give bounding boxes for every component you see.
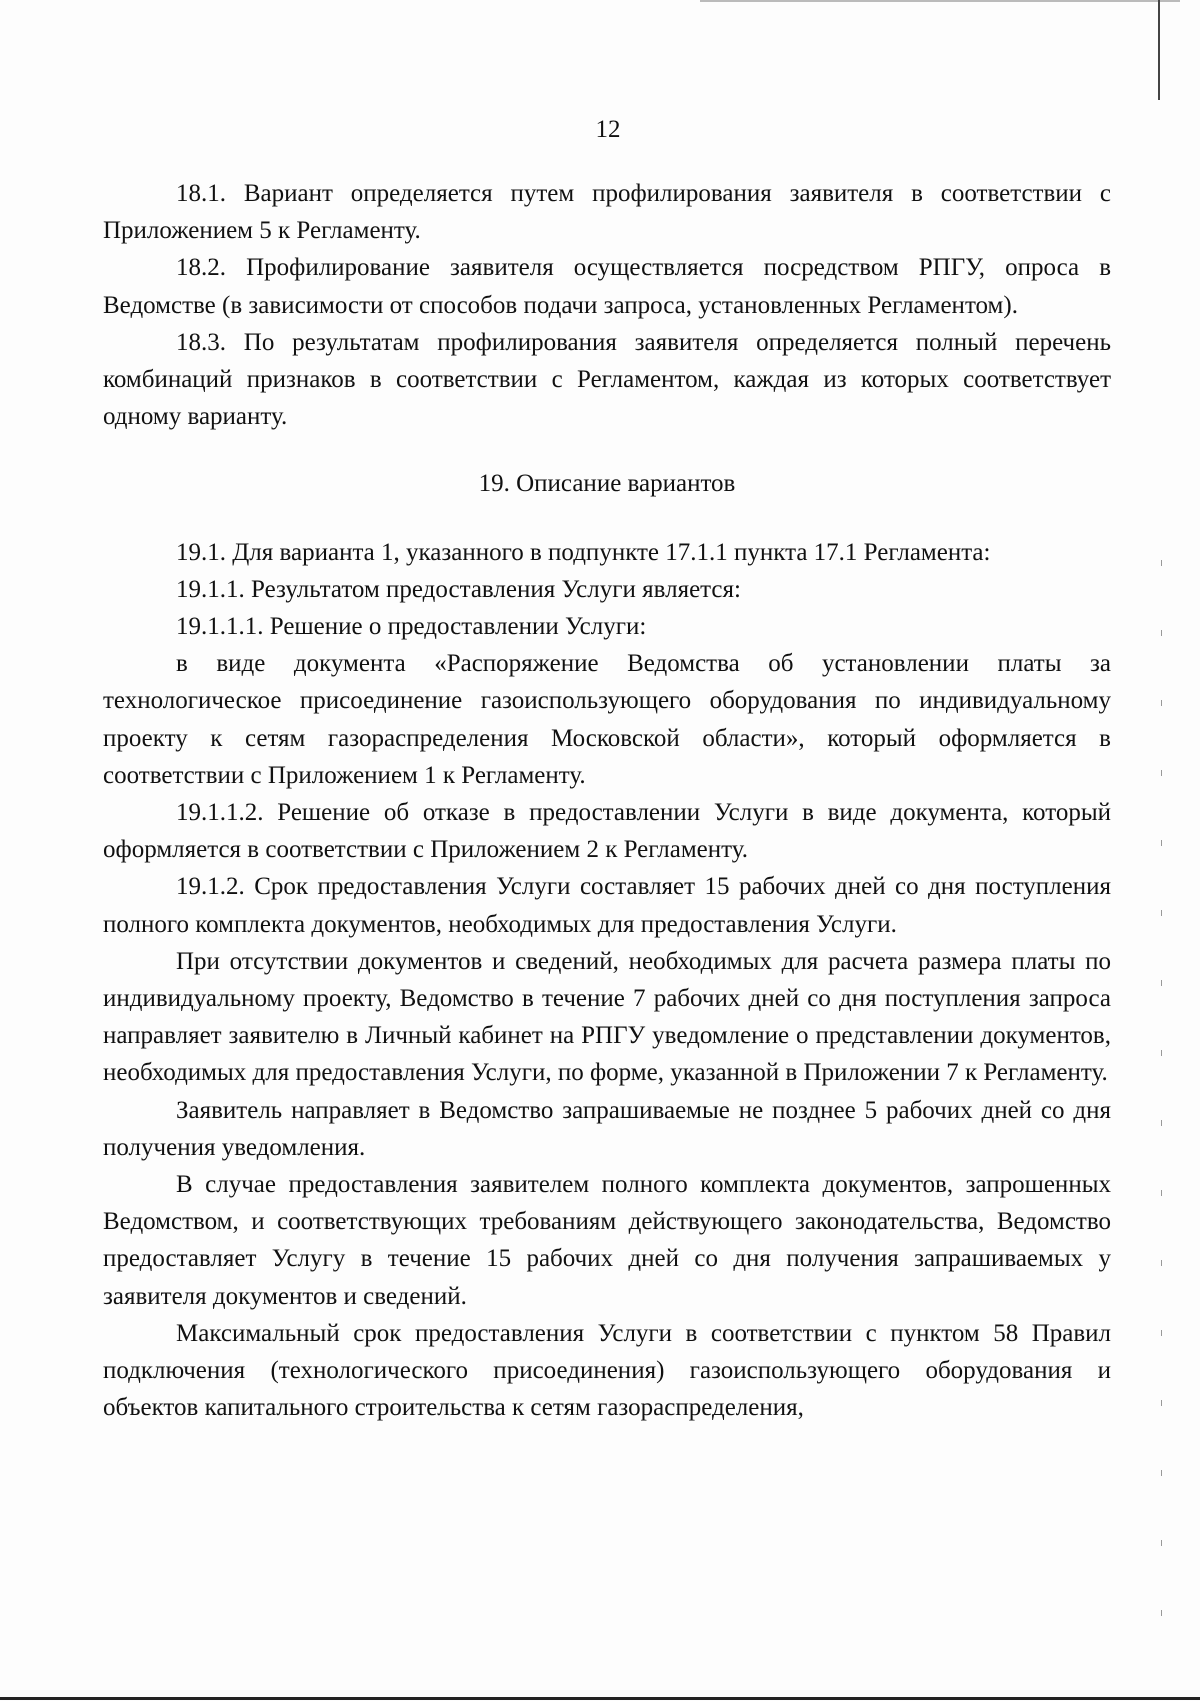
paragraph-19-1-2: 19.1.2. Срок предоставления Услуги составляет 15 рабочих дней со дня поступления полного комплекта документов, необходимых для предоставления Услуги. xyxy=(103,873,1111,938)
scan-edge-right xyxy=(1158,0,1160,100)
scan-edge-top xyxy=(700,0,1180,2)
paragraph-18-3: 18.3. По результатам профилирования заявителя определяется полный перечень комбинаций признаков в соответствии с Регламентом, каждая из которых соответствует одному варианту. xyxy=(103,328,1111,431)
paragraph-19-1-1-1: 19.1.1.1. Решение о предоставлении Услуги: xyxy=(176,613,647,641)
paragraph-19-1-1-2: 19.1.1.2. Решение об отказе в предоставлении Услуги в виде документа, который оформляется в соответствии с Приложением 2 к Регламенту. xyxy=(103,799,1111,864)
paragraph-decision-document: в виде документа «Распоряжение Ведомства об установлении платы за технологическое присоединение газоиспользующего оборудования по индивидуальному проекту к сетям газораспределения Московской области», который оформляется в соответствии с Приложением 1 к Регламенту. xyxy=(103,650,1111,789)
page-number: 12 xyxy=(595,116,621,143)
scan-edge-bottom xyxy=(0,1697,1200,1700)
section-heading: 19. Описание вариантов xyxy=(478,470,736,498)
paragraph-maximum-term: Максимальный срок предоставления Услуги в соответствии с пунктом 58 Правил подключения (технологического присоединения) газоиспользующего оборудования и объектов капитального строительства к сетям газораспределения, xyxy=(103,1319,1111,1422)
scan-edge-right-marks xyxy=(1161,560,1162,1660)
paragraph-18-2: 18.2. Профилирование заявителя осуществляется посредством РПГУ, опроса в Ведомстве (в зависимости от способов подачи запроса, установленных Регламентом). xyxy=(103,254,1111,319)
document-body xyxy=(103,175,1111,1427)
paragraph-missing-documents: При отсутствии документов и сведений, необходимых для расчета размера платы по индивидуальному проекту, Ведомство в течение 7 рабочих дней со дня поступления запроса направляет заявителю в Личный кабинет на РПГУ уведомление о представлении документов, необходимых для предоставления Услуги, по форме, указанной в Приложении 7 к Регламенту. xyxy=(103,947,1111,1087)
paragraph-applicant-submits: Заявитель направляет в Ведомство запрашиваемые не позднее 5 рабочих дней со дня получения уведомления. xyxy=(103,1096,1111,1161)
paragraph-full-set-case: В случае предоставления заявителем полного комплекта документов, запрошенных Ведомством, и соответствующих требованиям действующего законодательства, Ведомство предоставляет Услугу в течение 15 рабочих дней со дня получения запрашиваемых у заявителя документов и сведений. xyxy=(103,1171,1111,1310)
paragraph-19-1: 19.1. Для варианта 1, указанного в подпункте 17.1.1 пункта 17.1 Регламента: xyxy=(176,538,991,566)
paragraph-19-1-1: 19.1.1. Результатом предоставления Услуги является: xyxy=(176,575,741,603)
paragraph-18-1: 18.1. Вариант определяется путем профилирования заявителя в соответствии с Приложением 5 к Регламенту. xyxy=(103,180,1111,245)
